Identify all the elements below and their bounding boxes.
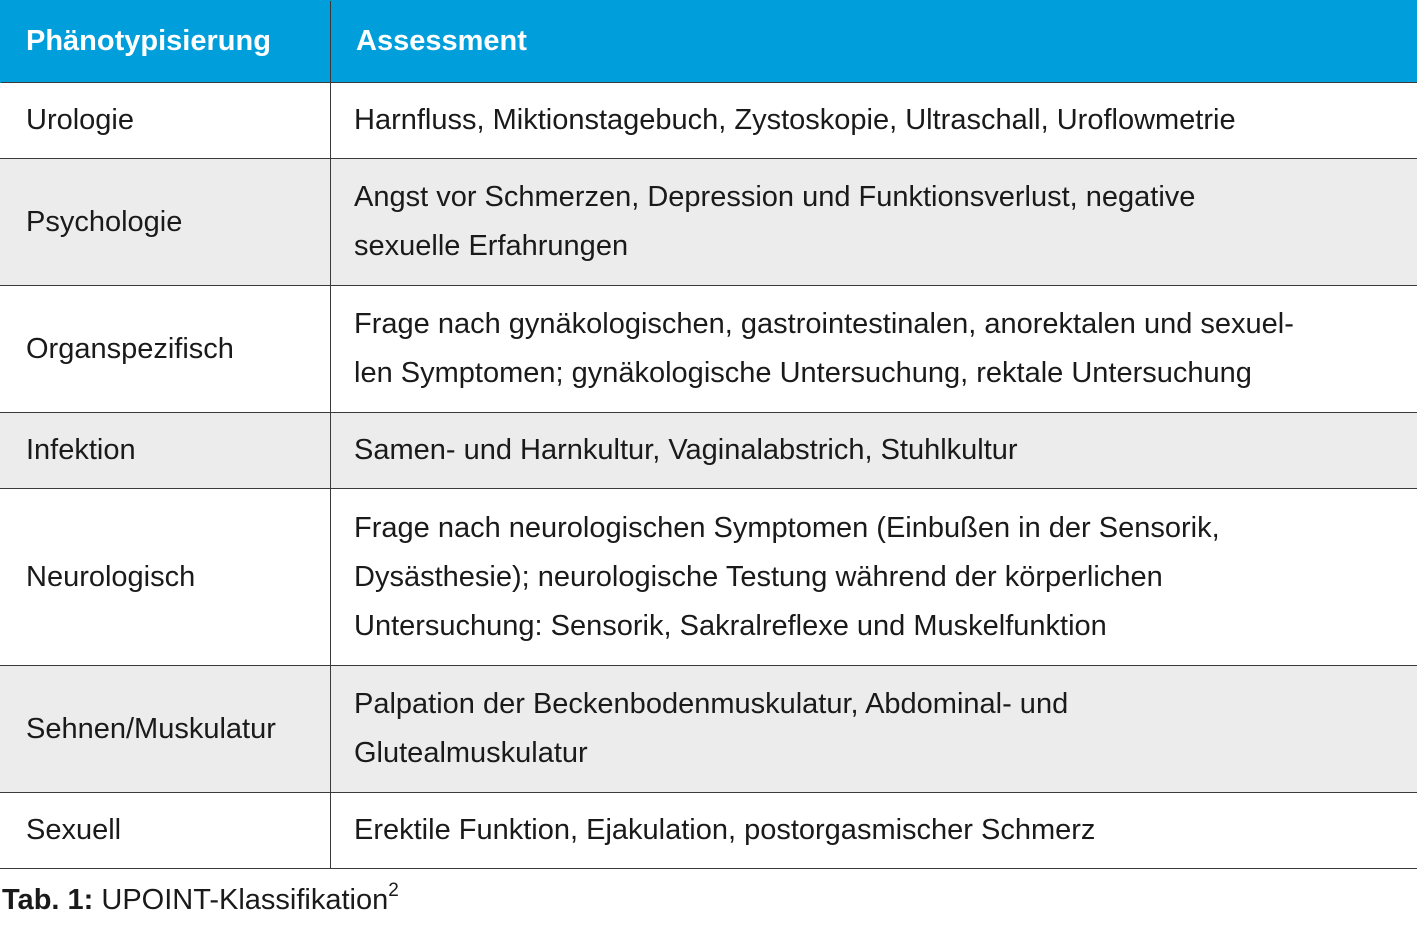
header-assessment: Assessment (331, 1, 1417, 83)
row-assessment (331, 666, 1417, 793)
table-row (1, 83, 1417, 159)
table-row (1, 489, 1417, 666)
row-assessment (331, 159, 1417, 286)
assessment-line: Erektile Funktion, Ejakulation, postorgasmischer Schmerz (354, 814, 1096, 846)
row-category: Neurologisch (1, 489, 331, 666)
table-row (1, 666, 1417, 793)
caption-footnote-ref: 2 (388, 880, 399, 901)
assessment-line: Harnfluss, Miktionstagebuch, Zystoskopie, Ultraschall, Uroflowmetrie (354, 104, 1236, 136)
header-phenotyping: Phänotypisierung (1, 1, 331, 83)
assessment-line: len Symptomen; gynäkologische Untersuchung, rektale Untersuchung (354, 357, 1252, 389)
table-body (1, 83, 1417, 869)
table-row (1, 286, 1417, 413)
assessment-line: sexuelle Erfahrungen (354, 230, 629, 262)
row-category: Sehnen/Muskulatur (1, 666, 331, 793)
caption-label: Tab. 1: (2, 884, 94, 916)
row-assessment (331, 286, 1417, 413)
row-category: Infektion (1, 413, 331, 489)
table-caption (2, 880, 399, 917)
row-assessment (331, 83, 1417, 159)
assessment-line: Glutealmuskulatur (354, 737, 588, 769)
table-row (1, 793, 1417, 869)
row-category: Psychologie (1, 159, 331, 286)
row-assessment (331, 489, 1417, 666)
row-assessment (331, 413, 1417, 489)
assessment-line: Samen- und Harnkultur, Vaginalabstrich, Stuhlkultur (354, 434, 1018, 466)
assessment-line: Palpation der Beckenbodenmuskulatur, Abdominal- und (354, 688, 1069, 720)
row-category: Urologie (1, 83, 331, 159)
assessment-line: Angst vor Schmerzen, Depression und Funktionsverlust, negative (354, 181, 1196, 213)
assessment-line: Frage nach neurologischen Symptomen (Einbußen in der Sensorik, (354, 511, 1220, 544)
header-row (1, 1, 1417, 83)
caption-text: UPOINT-Klassifikation (101, 884, 389, 916)
assessment-line: Frage nach gynäkologischen, gastrointestinalen, anorektalen und sexuel- (354, 308, 1294, 340)
row-assessment (331, 793, 1417, 869)
table-row (1, 159, 1417, 286)
assessment-line: Untersuchung: Sensorik, Sakralreflexe und Muskelfunktion (354, 609, 1107, 642)
assessment-line: Dysästhesie); neurologische Testung während der körperlichen (354, 560, 1163, 593)
table-row (1, 413, 1417, 489)
row-category: Sexuell (1, 793, 331, 869)
row-category: Organspezifisch (1, 286, 331, 413)
